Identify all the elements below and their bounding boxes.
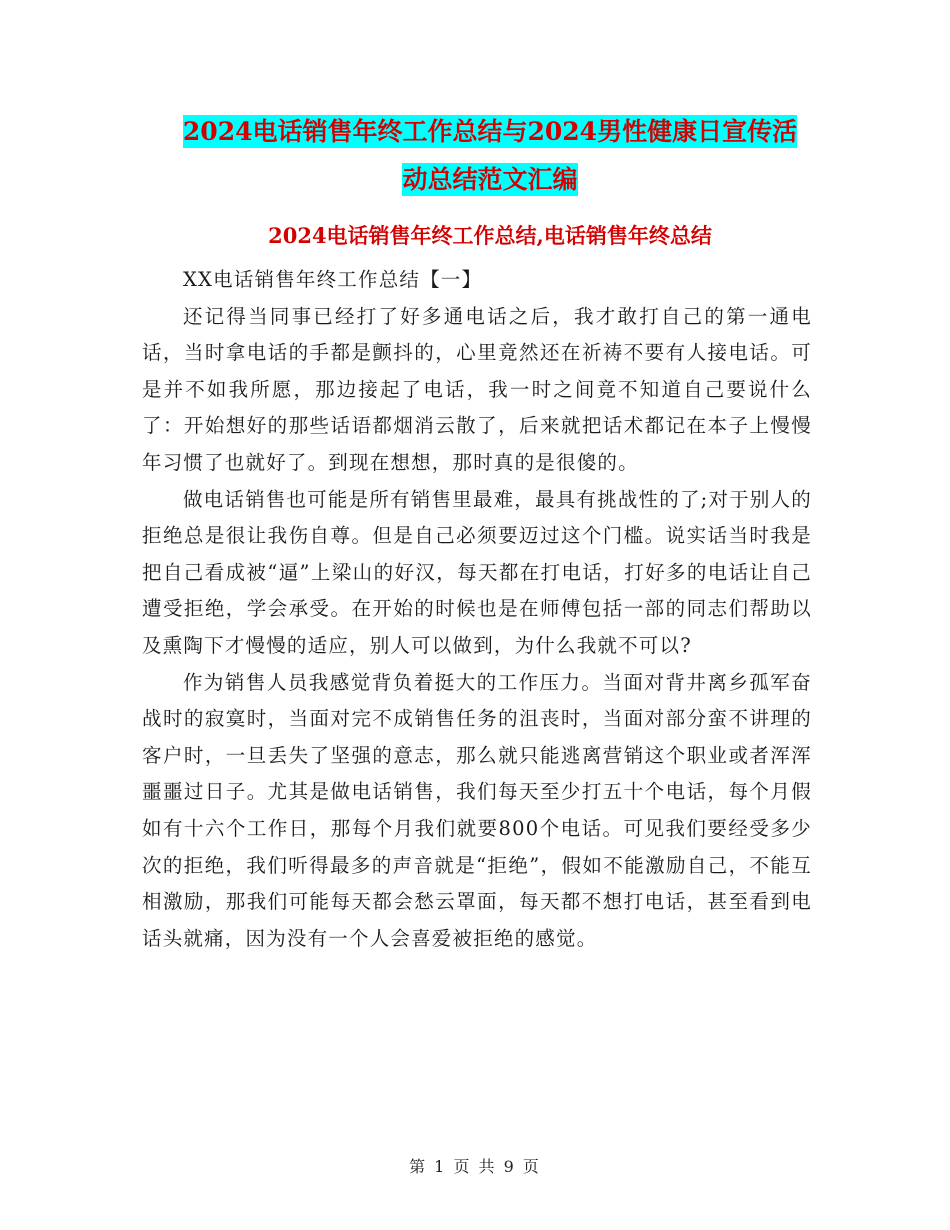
section-heading: 2024电话销售年终工作总结,电话销售年终总结: [268, 223, 712, 248]
document-title: [140, 108, 840, 204]
document-title-line-1: 2024电话销售年终工作总结与2024男性健康日宣传活: [182, 117, 798, 146]
paragraph: 做电话销售也可能是所有销售里最难，最具有挑战性的了;对于别人的拒绝总是很让我伤自尊。但是自己必须要迈过这个门槛。说实话当时我是把自己看成被“逼”上梁山的好汉，每天都在打电话，打好多的电话让自己遭受拒绝，学会承受。在开始的时候也是在师傅包括一部的同志们帮助以及熏陶下才慢慢的适应，别人可以做到，为什么我就不可以?: [142, 487, 812, 657]
paragraph: 作为销售人员我感觉背负着挺大的工作压力。当面对背井离乡孤军奋战时的寂寞时，当面对完不成销售任务的沮丧时，当面对部分蛮不讲理的客户时，一旦丢失了坚强的意志，那么就只能逃离营销这个职业或者浑浑噩噩过日子。尤其是做电话销售，我们每天至少打五十个电话，每个月假如有十六个工作日，那每个月我们就要800个电话。可见我们要经受多少次的拒绝，我们听得最多的声音就是“拒绝”，假如不能激励自己，不能互相激励，那我们可能每天都会愁云罩面，每天都不想打电话，甚至看到电话头就痛，因为没有一个人会喜爱被拒绝的感觉。: [142, 670, 812, 950]
document-body: [142, 262, 812, 957]
paragraph: 还记得当同事已经打了好多通电话之后，我才敢打自己的第一通电话，当时拿电话的手都是颤抖的，心里竟然还在祈祷不要有人接电话。可是并不如我所愿，那边接起了电话，我一时之间竟不知道自己要说什么了：开始想好的那些话语都烟消云散了，后来就把话术都记在本子上慢慢年习惯了也就好了。到现在想想，那时真的是很傻的。: [142, 304, 812, 474]
paragraph-subheading: XX电话销售年终工作总结【一】: [182, 268, 483, 291]
document-title-line-2: 动总结范文汇编: [402, 165, 578, 194]
page-number-footer: 第 1 页 共 9 页: [409, 1157, 541, 1176]
